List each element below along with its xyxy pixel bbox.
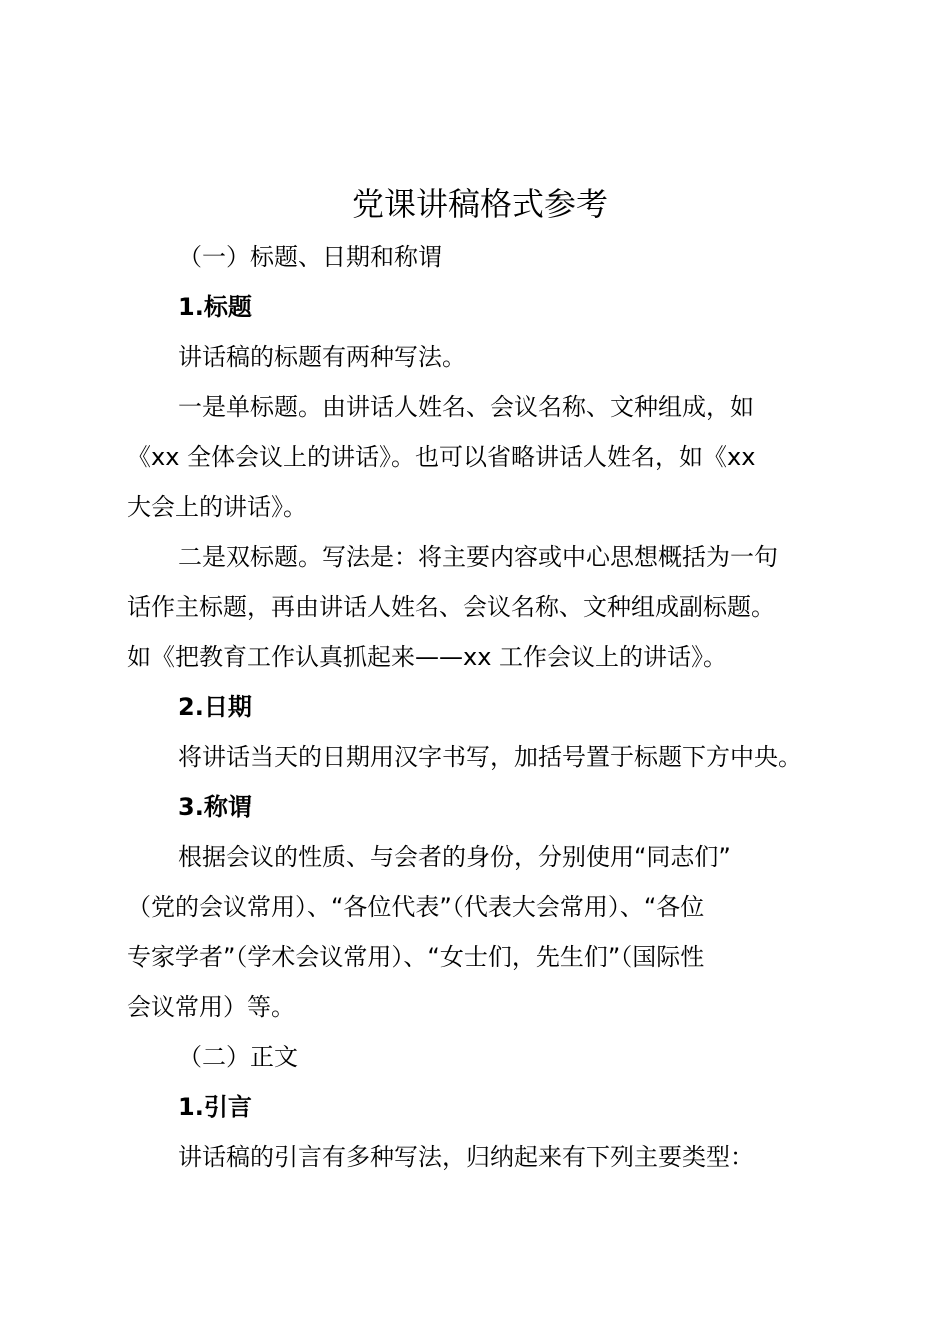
paragraph-salutation [127, 832, 833, 1032]
paragraph-line: 专家学者”（学术会议常用）、“女士们，先生们”（国际性 [127, 943, 705, 971]
paragraph-line: 大会上的讲话》。 [127, 493, 307, 521]
item-heading-title: 1.标题 [178, 293, 252, 321]
item-heading-intro: 1.引言 [178, 1093, 252, 1121]
paragraph-line: （党的会议常用）、“各位代表”（代表大会常用）、“各位 [127, 893, 705, 921]
item-heading-salutation: 3.称谓 [178, 793, 252, 821]
section-heading-1: （一）标题、日期和称谓 [178, 243, 442, 271]
paragraph-line: 一是单标题。由讲话人姓名、会议名称、文种组成，如 [178, 393, 754, 421]
item-text-intro: 讲话稿的引言有多种写法，归纳起来有下列主要类型： [178, 1143, 754, 1171]
paragraph-line: 话作主标题，再由讲话人姓名、会议名称、文种组成副标题。 [127, 593, 775, 621]
document-title: 党课讲稿格式参考 [351, 185, 608, 223]
paragraph-single-title [127, 382, 833, 532]
paragraph-line: 如《把教育工作认真抓起来——xx 工作会议上的讲话》。 [127, 643, 728, 671]
paragraph-line: 会议常用）等。 [127, 993, 295, 1021]
paragraph-line: 《xx 全体会议上的讲话》。也可以省略讲话人姓名，如《xx [127, 443, 756, 471]
paragraph-line: 根据会议的性质、与会者的身份，分别使用“同志们” [178, 843, 731, 871]
item-text-date: 将讲话当天的日期用汉字书写，加括号置于标题下方中央。 [178, 743, 802, 771]
paragraph-double-title [127, 532, 833, 682]
item-text-title: 讲话稿的标题有两种写法。 [178, 343, 466, 371]
section-heading-2: （二）正文 [178, 1043, 298, 1071]
document-body [127, 176, 833, 1182]
paragraph-line: 二是双标题。写法是：将主要内容或中心思想概括为一句 [178, 543, 778, 571]
item-heading-date: 2.日期 [178, 693, 252, 721]
